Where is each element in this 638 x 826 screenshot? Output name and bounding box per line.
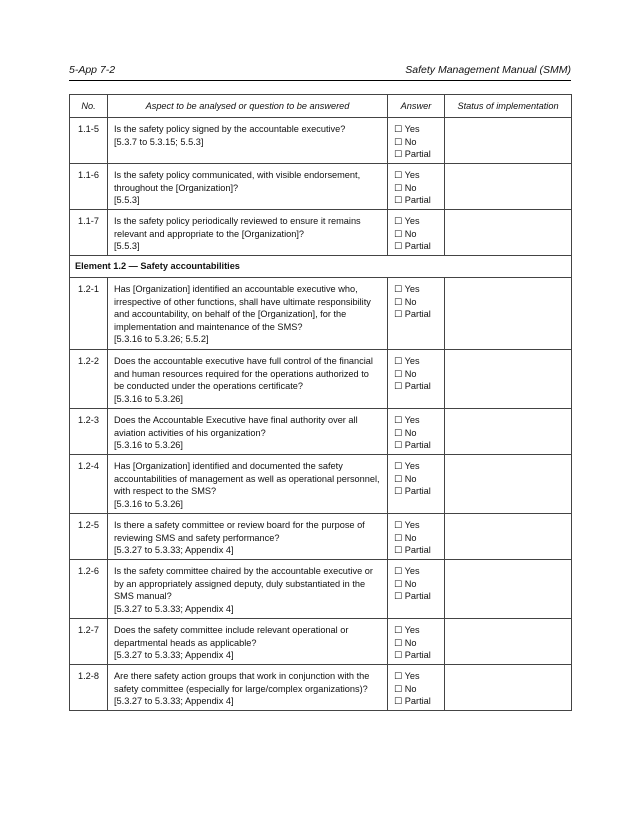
question-line: [5.3.27 to 5.3.33; Appendix 4] <box>114 696 234 707</box>
question-line: Does the safety committee include relevant operational or <box>114 625 349 635</box>
question-line: [5.3.27 to 5.3.33; Appendix 4] <box>114 603 234 614</box>
answer-yes-checkbox[interactable]: ☐ Yes <box>394 284 420 294</box>
page-number: 5-App 7-2 <box>69 64 116 76</box>
question-line: Has [Organization] identified and documented the safety <box>114 461 343 471</box>
table-row <box>70 350 572 409</box>
status-cell[interactable] <box>445 455 572 514</box>
table-row <box>70 560 572 619</box>
answer-partial-checkbox[interactable]: ☐ Partial <box>394 241 431 252</box>
status-cell[interactable] <box>445 278 572 350</box>
answer-no-checkbox[interactable]: ☐ No <box>394 578 417 589</box>
item-number: 1.2-3 <box>70 409 108 455</box>
question-line: relevant and appropriate to the [Organization]? <box>114 228 304 239</box>
answer-partial-checkbox[interactable]: ☐ Partial <box>394 381 431 392</box>
question-cell <box>108 619 388 665</box>
answer-partial-checkbox[interactable]: ☐ Partial <box>394 545 431 556</box>
answer-partial-checkbox[interactable]: ☐ Partial <box>394 486 431 497</box>
question-line: Is the safety committee chaired by the accountable executive or <box>114 566 373 576</box>
answer-yes-checkbox[interactable]: ☐ Yes <box>394 170 420 180</box>
status-cell[interactable] <box>445 514 572 560</box>
question-line: Is the safety policy periodically reviewed to ensure it remains <box>114 216 361 226</box>
answer-yes-checkbox[interactable]: ☐ Yes <box>394 356 420 366</box>
question-line: and accountability, on behalf of the [Organization], for the <box>114 309 347 320</box>
question-cell <box>108 455 388 514</box>
question-line: throughout the [Organization]? <box>114 182 239 193</box>
column-header-no: No. <box>70 95 108 118</box>
status-cell[interactable] <box>445 350 572 409</box>
question-line: Is there a safety committee or review board for the purpose of <box>114 520 365 530</box>
question-cell <box>108 514 388 560</box>
answer-cell <box>388 118 445 164</box>
answer-yes-checkbox[interactable]: ☐ Yes <box>394 415 420 425</box>
table-row <box>70 278 572 350</box>
answer-partial-checkbox[interactable]: ☐ Partial <box>394 195 431 206</box>
answer-yes-checkbox[interactable]: ☐ Yes <box>394 124 420 134</box>
answer-partial-checkbox[interactable]: ☐ Partial <box>394 149 431 160</box>
question-line: [5.3.16 to 5.3.26] <box>114 440 183 451</box>
answer-yes-checkbox[interactable]: ☐ Yes <box>394 520 420 530</box>
status-cell[interactable] <box>445 619 572 665</box>
question-line: Has [Organization] identified an accountable executive who, <box>114 284 358 294</box>
answer-partial-checkbox[interactable]: ☐ Partial <box>394 440 431 451</box>
question-line: accountabilities of management as well as operational personnel, <box>114 473 380 484</box>
answer-yes-checkbox[interactable]: ☐ Yes <box>394 625 420 635</box>
column-header-question: Aspect to be analysed or question to be answered <box>108 95 388 118</box>
status-cell[interactable] <box>445 409 572 455</box>
status-cell[interactable] <box>445 164 572 210</box>
answer-partial-checkbox[interactable]: ☐ Partial <box>394 309 431 320</box>
item-number: 1.2-1 <box>70 278 108 350</box>
question-line: Does the Accountable Executive have final authority over all <box>114 415 358 425</box>
section-row <box>70 256 572 278</box>
question-line: Is the safety policy signed by the accountable executive? <box>114 124 346 134</box>
answer-no-checkbox[interactable]: ☐ No <box>394 296 417 307</box>
answer-cell <box>388 455 445 514</box>
answer-no-checkbox[interactable]: ☐ No <box>394 368 417 379</box>
question-line: [5.3.27 to 5.3.33; Appendix 4] <box>114 650 234 661</box>
manual-title: Safety Management Manual (SMM) <box>405 64 571 76</box>
table-row <box>70 409 572 455</box>
column-header-status: Status of implementation <box>445 95 572 118</box>
table-row <box>70 514 572 560</box>
question-line: and human resources required for the operations authorized to <box>114 368 369 379</box>
answer-cell <box>388 619 445 665</box>
item-number: 1.2-6 <box>70 560 108 619</box>
answer-no-checkbox[interactable]: ☐ No <box>394 683 417 694</box>
answer-partial-checkbox[interactable]: ☐ Partial <box>394 696 431 707</box>
answer-yes-checkbox[interactable]: ☐ Yes <box>394 461 420 471</box>
question-line: reviewing SMS and safety performance? <box>114 532 280 543</box>
table-row <box>70 164 572 210</box>
section-title: Element 1.2 — Safety accountabilities <box>70 256 572 278</box>
item-number: 1.2-5 <box>70 514 108 560</box>
question-line: Are there safety action groups that work in conjunction with the <box>114 671 370 681</box>
question-line: Does the accountable executive have full control of the financial <box>114 356 373 366</box>
question-line: by an appropriately assigned deputy, duly substantiated in the <box>114 578 366 589</box>
question-line: safety committee (especially for large/complex organizations)? <box>114 683 368 694</box>
status-cell[interactable] <box>445 118 572 164</box>
question-cell <box>108 665 388 711</box>
item-number: 1.2-2 <box>70 350 108 409</box>
status-cell[interactable] <box>445 665 572 711</box>
table-row <box>70 210 572 256</box>
item-number: 1.2-7 <box>70 619 108 665</box>
checklist-table <box>69 94 572 711</box>
answer-no-checkbox[interactable]: ☐ No <box>394 427 417 438</box>
answer-partial-checkbox[interactable]: ☐ Partial <box>394 591 431 602</box>
answer-yes-checkbox[interactable]: ☐ Yes <box>394 671 420 681</box>
status-cell[interactable] <box>445 560 572 619</box>
answer-cell <box>388 514 445 560</box>
answer-no-checkbox[interactable]: ☐ No <box>394 182 417 193</box>
question-cell <box>108 164 388 210</box>
answer-yes-checkbox[interactable]: ☐ Yes <box>394 216 420 226</box>
answer-no-checkbox[interactable]: ☐ No <box>394 532 417 543</box>
question-cell <box>108 210 388 256</box>
question-line: SMS manual? <box>114 591 172 602</box>
item-number: 1.1-6 <box>70 164 108 210</box>
question-cell <box>108 560 388 619</box>
item-number: 1.2-8 <box>70 665 108 711</box>
question-line: aviation activities of his organization? <box>114 427 266 438</box>
column-header-answer: Answer <box>388 95 445 118</box>
question-cell <box>108 278 388 350</box>
item-number: 1.1-5 <box>70 118 108 164</box>
question-line: irrespective of other functions, shall have ultimate responsibility <box>114 296 371 307</box>
table-row <box>70 665 572 711</box>
question-cell <box>108 118 388 164</box>
question-line: [5.3.16 to 5.3.26; 5.5.2] <box>114 334 209 345</box>
question-line: departmental heads as applicable? <box>114 637 257 648</box>
answer-no-checkbox[interactable]: ☐ No <box>394 637 417 648</box>
answer-no-checkbox[interactable]: ☐ No <box>394 136 417 147</box>
answer-yes-checkbox[interactable]: ☐ Yes <box>394 566 420 576</box>
table-row <box>70 455 572 514</box>
answer-cell <box>388 409 445 455</box>
answer-cell <box>388 278 445 350</box>
table-row <box>70 118 572 164</box>
answer-no-checkbox[interactable]: ☐ No <box>394 473 417 484</box>
item-number: 1.2-4 <box>70 455 108 514</box>
answer-cell <box>388 164 445 210</box>
answer-cell <box>388 350 445 409</box>
question-line: implementation and maintenance of the SMS? <box>114 321 303 332</box>
question-line: [5.3.16 to 5.3.26] <box>114 498 183 509</box>
question-line: [5.3.27 to 5.3.33; Appendix 4] <box>114 545 234 556</box>
table-header-row <box>70 95 572 118</box>
question-line: [5.3.7 to 5.3.15; 5.5.3] <box>114 136 204 147</box>
question-line: be conducted under the operations certificate? <box>114 381 303 392</box>
answer-partial-checkbox[interactable]: ☐ Partial <box>394 650 431 661</box>
status-cell[interactable] <box>445 210 572 256</box>
answer-cell <box>388 210 445 256</box>
question-cell <box>108 350 388 409</box>
table-row <box>70 619 572 665</box>
question-line: [5.5.3] <box>114 195 140 206</box>
answer-cell <box>388 665 445 711</box>
question-line: with respect to the SMS? <box>114 486 217 497</box>
item-number: 1.1-7 <box>70 210 108 256</box>
answer-cell <box>388 560 445 619</box>
question-line: [5.3.16 to 5.3.26] <box>114 393 183 404</box>
answer-no-checkbox[interactable]: ☐ No <box>394 228 417 239</box>
page-header <box>69 64 571 80</box>
header-divider <box>69 80 571 81</box>
question-line: Is the safety policy communicated, with visible endorsement, <box>114 170 361 180</box>
question-line: [5.5.3] <box>114 241 140 252</box>
question-cell <box>108 409 388 455</box>
